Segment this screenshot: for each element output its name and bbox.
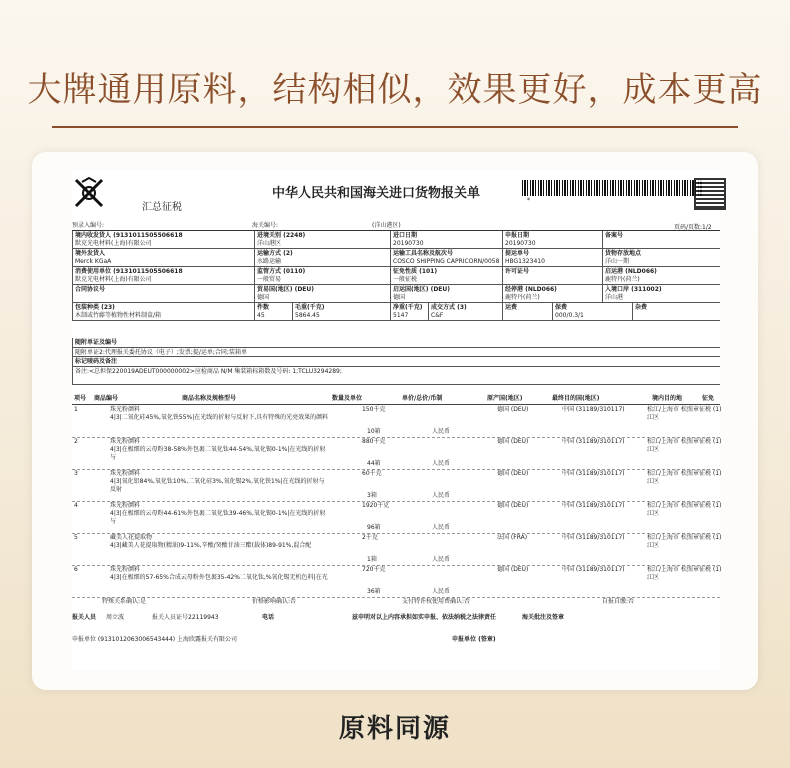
- barcode-number: *: [527, 197, 530, 204]
- goods-dest: 中国 (31189/310117): [562, 534, 625, 541]
- field-18: [502, 285, 602, 303]
- goods-row: [72, 565, 720, 598]
- field-label: 境内收发货人 (9131011505506618: [75, 232, 183, 239]
- goods-header: 征免: [702, 395, 715, 402]
- declarant-name: 周立波: [106, 614, 125, 621]
- goods-place: 松江/上海市 松江区: [647, 438, 687, 453]
- qr-code-icon: [694, 178, 726, 210]
- field-15: [72, 285, 254, 303]
- goods-tax: 照章征税 (1): [687, 566, 722, 573]
- goods-tax: 照章征税 (1): [687, 502, 722, 509]
- field-value: 鹿特丹(荷兰): [505, 293, 540, 301]
- goods-no: 3: [74, 470, 78, 477]
- field-6: [254, 249, 390, 267]
- field-value: Merck KGaA: [75, 257, 112, 265]
- goods-name: 珠光粉颜料: [110, 566, 141, 573]
- field-label: 征免性质 (101): [393, 268, 438, 275]
- field-value: 一般贸易: [257, 275, 282, 283]
- goods-qty: 60千克: [362, 470, 382, 477]
- declarant-cert: 报关人员证号22119943: [152, 614, 219, 621]
- goods-dest: 中国 (31189/310117): [562, 502, 625, 509]
- form-title: 中华人民共和国海关进口货物报关单: [272, 186, 481, 201]
- field-label: 合同协议号: [75, 286, 106, 293]
- goods-tax: 照章征税 (1): [687, 406, 722, 413]
- barcode: [522, 180, 702, 196]
- goods-header: 商品编号: [94, 395, 119, 402]
- field-label: 进境关别 (2248): [257, 232, 306, 239]
- field-17: [390, 285, 502, 303]
- goods-qty2: 3箱: [367, 492, 377, 499]
- goods-place: 松江/上海市 松江区: [647, 502, 687, 517]
- field-24: [428, 303, 502, 321]
- goods-name: 珠光粉颜料: [110, 502, 141, 509]
- field-7: [390, 249, 502, 267]
- goods-qty2: 1箱: [367, 556, 377, 563]
- goods-cur: 人民币: [432, 556, 451, 563]
- field-label: 杂费: [635, 304, 648, 311]
- statement: 兹申明对以上内容承担如实申报、依法纳税之法律责任: [352, 614, 497, 621]
- goods-qty: 880千克: [362, 438, 386, 445]
- goods-tax: 照章征税 (1): [687, 470, 722, 477]
- goods-tax: 照章征税 (1): [687, 438, 722, 445]
- field-label: 许可证号: [505, 268, 530, 275]
- goods-qty: 150千克: [362, 406, 386, 413]
- goods-qty2: 44箱: [367, 460, 381, 467]
- field-label: 启运港 (NLD066): [605, 268, 657, 275]
- field-label: 申报日期: [505, 232, 530, 239]
- goods-qty: 720千克: [362, 566, 386, 573]
- goods-no: 5: [74, 534, 78, 541]
- goods-name: 珠光粉颜料: [110, 470, 141, 477]
- goods-row: [72, 533, 720, 566]
- goods-no: 6: [74, 566, 78, 573]
- confirm-price: 价格影响确认:否: [252, 598, 297, 605]
- page-info: 页码/页数:1/2: [674, 224, 712, 231]
- field-value: C&F: [431, 311, 444, 319]
- field-14: [602, 267, 720, 285]
- stamp-label: 汇总征税: [142, 202, 182, 213]
- goods-name: 珠光粉颜料: [110, 406, 141, 413]
- field-label: 净重(千克): [393, 304, 423, 311]
- field-value: COSCO SHIPPING CAPRICORN/0058: [393, 257, 500, 265]
- docs-field: 随附单证及编号: [72, 338, 720, 348]
- goods-cur: 人民币: [432, 588, 451, 595]
- field-13: [502, 267, 602, 285]
- goods-name: 藏美人花提取物: [110, 534, 153, 541]
- goods-tax: 照章征税 (1): [687, 534, 722, 541]
- goods-origin: 德国 (DEU): [497, 438, 529, 445]
- goods-no: 4: [74, 502, 78, 509]
- goods-row: [72, 405, 720, 438]
- field-21: [254, 303, 292, 321]
- goods-cur: 人民币: [432, 460, 451, 467]
- field-3: [502, 231, 602, 249]
- field-8: [502, 249, 602, 267]
- goods-place: 松江/上海市 松江区: [647, 406, 687, 421]
- customs-note: 海关批注及签章: [522, 614, 565, 621]
- field-11: [254, 267, 390, 285]
- field-value: 木制或竹藤等植物性材料制盒/箱: [75, 311, 162, 319]
- goods-cur: 人民币: [432, 524, 451, 531]
- field-1: [254, 231, 390, 249]
- goods-header: 原产国(地区): [487, 395, 523, 402]
- field-label: 消费使用单位 (9131011505506618: [75, 268, 183, 275]
- goods-no: 2: [74, 438, 78, 445]
- goods-row: [72, 437, 720, 470]
- goods-spec: 4|3|在极细的云母粉44-61%外包裹二氧化钛39-46%,氧化锡0-1%|在光线的折射与: [110, 510, 326, 525]
- field-label: 运费: [505, 304, 518, 311]
- marks-value: 备注:<总担保220019ADEUT000000002>应检商品 N/M 集装箱标箱数及号码: 1;TCLU3294289;: [72, 367, 720, 385]
- goods-spec: 4|3|在极细的云母粉38-58%外包裹二氧化钛44-54%,氧化锡0-1%|在光线的折射与: [110, 446, 326, 461]
- field-value: 水路运输: [257, 257, 282, 265]
- pre-entry-label: 预录入编号:: [72, 222, 105, 229]
- field-4: [602, 231, 720, 249]
- goods-no: 1: [74, 406, 78, 413]
- declarant-label: 报关人员: [72, 614, 97, 621]
- field-value: 5147: [393, 311, 409, 319]
- field-value: 洋山一期: [605, 257, 630, 265]
- field-value: 一般征税: [393, 275, 418, 283]
- divider: [52, 126, 738, 128]
- field-value: HBG1323410: [505, 257, 545, 265]
- caption: 原料同源: [338, 714, 451, 744]
- goods-header: 最终目的国(地区): [552, 395, 600, 402]
- goods-qty: 1920千克: [362, 502, 390, 509]
- goods-dest: 中国 (31189/310117): [562, 438, 625, 445]
- goods-cur: 人民币: [432, 428, 451, 435]
- goods-origin: 德国 (DEU): [497, 406, 529, 413]
- field-label: 贸易国(地区) (DEU): [257, 286, 315, 293]
- field-value: 默克光电材料(上海)有限公司: [75, 239, 152, 247]
- field-label: 包装种类 (23): [75, 304, 115, 311]
- field-label: 保费: [555, 304, 568, 311]
- field-9: [602, 249, 720, 267]
- phone-label: 电话: [262, 614, 275, 621]
- field-value: 德国: [393, 293, 406, 301]
- field-12: [390, 267, 502, 285]
- goods-place: 松江/上海市 松江区: [647, 534, 687, 549]
- field-value: 德国: [257, 293, 270, 301]
- goods-spec: 4|3|二氧化硅45%,氧化铁55%|在光线的折射与反射下,具有特殊的光亮效果的颜料: [110, 414, 329, 421]
- field-label: 运输方式 (2): [257, 250, 293, 257]
- field-value: 20190730: [393, 239, 424, 247]
- field-value: 000/0.3/1: [555, 311, 584, 319]
- goods-header: 单价/总价/币制: [402, 395, 443, 402]
- goods-header: 商品名称及规格型号: [182, 395, 237, 402]
- field-label: 备案号: [605, 232, 624, 239]
- field-label: 件数: [257, 304, 270, 311]
- goods-dest: 中国 (31189/310117): [562, 406, 625, 413]
- field-22: [292, 303, 390, 321]
- field-value: 鹿特丹(荷兰): [605, 275, 640, 283]
- goods-row: [72, 469, 720, 502]
- goods-origin: 德国 (DEU): [497, 566, 529, 573]
- goods-name: 珠光粉颜料: [110, 438, 141, 445]
- goods-dest: 中国 (31189/310117): [562, 470, 625, 477]
- goods-place: 松江/上海市 松江区: [647, 470, 687, 485]
- goods-qty2: 36箱: [367, 588, 381, 595]
- goods-qty: 2千克: [362, 534, 378, 541]
- goods-origin: 德国 (DEU): [497, 470, 529, 477]
- customs-emblem-icon: [72, 176, 106, 210]
- goods-cur: 人民币: [432, 492, 451, 499]
- field-10: [72, 267, 254, 285]
- field-26: [552, 303, 632, 321]
- goods-header: 数量及单位: [332, 395, 363, 402]
- field-0: [72, 231, 254, 249]
- field-label: 境外发货人: [75, 250, 106, 257]
- customs-no-label: 海关编号:: [252, 222, 279, 229]
- field-label: 启运国(地区) (DEU): [393, 286, 451, 293]
- goods-spec: 4|3|氧化铝84%,氧化钛10%,二氧化硅3%,氧化锡2%,氧化铁1%|在光线的折射与反射: [110, 478, 325, 493]
- field-value: 洋山港区: [257, 239, 282, 247]
- field-label: 成交方式 (3): [431, 304, 467, 311]
- field-19: [602, 285, 720, 303]
- field-16: [254, 285, 390, 303]
- agent: 申报单位 (9131012063006543444) 上海欣露报关有限公司: [72, 636, 238, 643]
- header-fields-grid: [72, 230, 720, 319]
- goods-header-row: [72, 394, 720, 405]
- docs-value: 随附单证2:代理报关委托协议（电子）;发票;提/运单;合同;装箱单: [72, 348, 720, 357]
- field-27: [632, 303, 720, 321]
- goods-row: [72, 501, 720, 534]
- headline: 大牌通用原料，结构相似，效果更好，成本更高: [27, 70, 763, 110]
- confirm-royalty: 支付特许权使用费确认:否: [402, 598, 471, 605]
- field-5: [72, 249, 254, 267]
- goods-header: 境内目的地: [652, 395, 683, 402]
- goods-qty2: 10箱: [367, 428, 381, 435]
- goods-qty2: 96箱: [367, 524, 381, 531]
- self-report: 自报自缴:否: [602, 598, 635, 605]
- field-label: 运输工具名称及航次号: [393, 250, 454, 257]
- goods-origin: 德国 (DEU): [497, 502, 529, 509]
- agent-seal: 申报单位 (签章): [452, 636, 496, 643]
- goods-header: 项号: [74, 395, 87, 402]
- field-20: [72, 303, 254, 321]
- field-label: 进口日期: [393, 232, 418, 239]
- field-label: 毛重(千克): [295, 304, 325, 311]
- field-label: 监管方式 (0110): [257, 268, 306, 275]
- goods-spec: 4|3|在极细的57-65%合成云母粉外包裹35-42%二氧化钛,%氧化锡无机色料|在光: [110, 574, 328, 581]
- field-label: 提运单号: [505, 250, 530, 257]
- goods-origin: 法国 (FRA): [497, 534, 528, 541]
- field-2: [390, 231, 502, 249]
- field-label: 货物存放地点: [605, 250, 642, 257]
- goods-place: 松江/上海市 松江区: [647, 566, 687, 581]
- field-label: 入境口岸 (311002): [605, 286, 662, 293]
- marks-label: 标记唛码及备注: [72, 357, 720, 367]
- field-25: [502, 303, 552, 321]
- field-value: 默克光电材料(上海)有限公司: [75, 275, 152, 283]
- customs-declaration-form: [72, 170, 720, 670]
- port-value: (洋山港区): [372, 222, 401, 229]
- confirm-special: 特殊关系确认:是: [102, 598, 147, 605]
- field-value: 45: [257, 311, 265, 319]
- goods-spec: 4|3|藏美人花提取物(精油)9-11%,辛酸/癸酸甘油三酯(载体)89-91%,混合配: [110, 542, 312, 549]
- field-23: [390, 303, 428, 321]
- field-value: 20190730: [505, 239, 536, 247]
- goods-dest: 中国 (31189/310117): [562, 566, 625, 573]
- field-value: 洋山港: [605, 293, 624, 301]
- field-label: 经停港 (NLD066): [505, 286, 557, 293]
- field-value: 5864.45: [295, 311, 320, 319]
